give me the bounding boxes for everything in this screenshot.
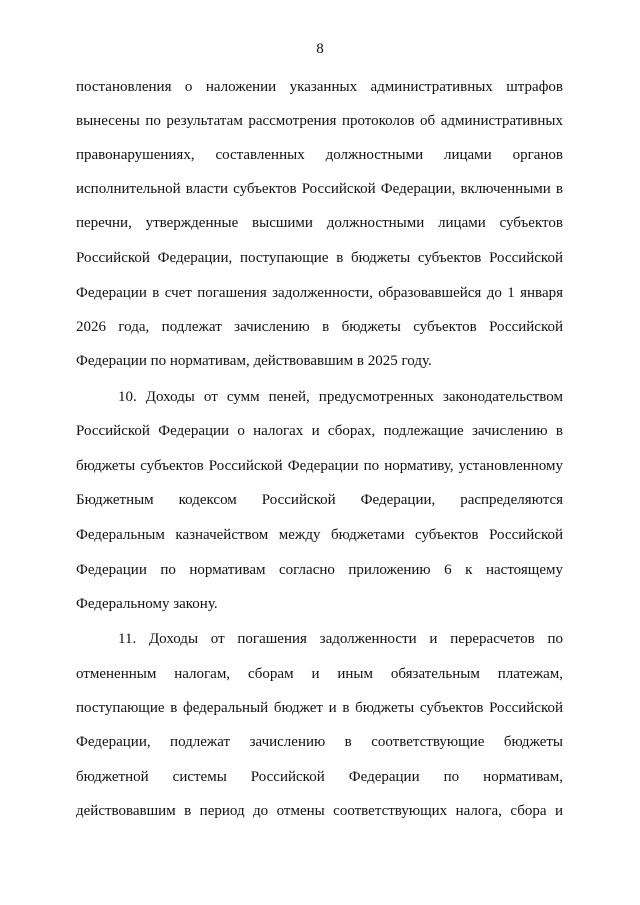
text-line: правонарушениях, составленных должностными лицами органов xyxy=(76,147,563,163)
text-line: поступающие в федеральный бюджет и в бюджеты субъектов Российской xyxy=(76,700,563,716)
text-line: бюджеты субъектов Российской Федерации по нормативу, установленному xyxy=(76,458,563,474)
text-line: перечни, утвержденные высшими должностными лицами субъектов xyxy=(76,215,563,231)
text-line: Федерации по нормативам согласно приложению 6 к настоящему xyxy=(76,562,563,578)
text-line: Российской Федерации, поступающие в бюджеты субъектов Российской xyxy=(76,250,563,266)
page-number: 8 xyxy=(316,41,324,57)
text-line: действовавшим в период до отмены соответствующих налога, сбора и xyxy=(76,803,563,819)
text-line: Федеральному закону. xyxy=(76,596,218,612)
text-line: Федерации по нормативам, действовавшим в 2025 году. xyxy=(76,353,432,369)
text-line: бюджетной системы Российской Федерации по нормативам, xyxy=(76,769,563,785)
text-line: вынесены по результатам рассмотрения протоколов об административных xyxy=(76,113,563,129)
text-line: Федеральным казначейством между бюджетами субъектов Российской xyxy=(76,527,563,543)
text-line: исполнительной власти субъектов Российской Федерации, включенными в xyxy=(76,181,563,197)
text-line: отмененным налогам, сборам и иным обязательным платежам, xyxy=(76,666,563,682)
paragraph-10-start: 10. Доходы от сумм пеней, предусмотренных законодательством xyxy=(118,389,563,405)
text-line: постановления о наложении указанных административных штрафов xyxy=(76,79,563,95)
text-line: Федерации в счет погашения задолженности, образовавшейся до 1 января xyxy=(76,285,563,301)
text-line: Российской Федерации о налогах и сборах, подлежащие зачислению в xyxy=(76,423,563,439)
text-line: Бюджетным кодексом Российской Федерации, распределяются xyxy=(76,492,563,508)
text-line: 2026 года, подлежат зачислению в бюджеты субъектов Российской xyxy=(76,319,563,335)
paragraph-11-start: 11. Доходы от погашения задолженности и перерасчетов по xyxy=(118,631,563,647)
text-line: Федерации, подлежат зачислению в соответствующие бюджеты xyxy=(76,734,563,750)
